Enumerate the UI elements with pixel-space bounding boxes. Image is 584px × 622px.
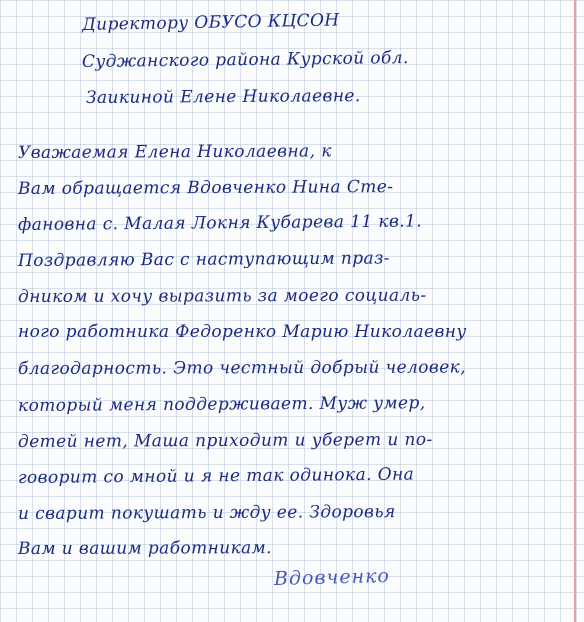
body-line-10: говорит со мной и я не так одинока. Она <box>17 464 415 488</box>
header-line-3: Заикиной Елене Николаевне. <box>85 86 361 108</box>
body-line-6: ного работника Федоренко Марию Николаевну <box>18 322 467 342</box>
body-line-1: Уважаемая Елена Николаевна, к <box>17 141 332 163</box>
signature: Вдовченко <box>273 564 391 590</box>
margin-line <box>574 0 576 622</box>
body-line-9: детей нет, Маша приходит и уберет и по- <box>17 429 433 452</box>
header-line-2: Суджанского района Курской обл. <box>81 48 409 72</box>
body-line-11: и сварит покушать и жду ее. Здоровья <box>17 502 396 524</box>
body-line-8: который меня поддерживает. Муж умер, <box>17 393 426 416</box>
body-line-5: дником и хочу выразить за моего социаль- <box>17 285 427 307</box>
body-line-4: Поздравляю Вас с наступающим праз- <box>17 248 390 271</box>
body-line-7: благодарность. Это честный добрый человек, <box>17 357 467 379</box>
body-line-3: фановна с. Малая Локня Кубарева 11 кв.1. <box>17 211 423 235</box>
body-line-12: Вам и вашим работникам. <box>17 538 272 559</box>
body-line-2: Вам обращается Вдовченко Нина Сте- <box>17 177 394 199</box>
header-line-1: Директору ОБУСО КЦСОН <box>81 10 340 35</box>
